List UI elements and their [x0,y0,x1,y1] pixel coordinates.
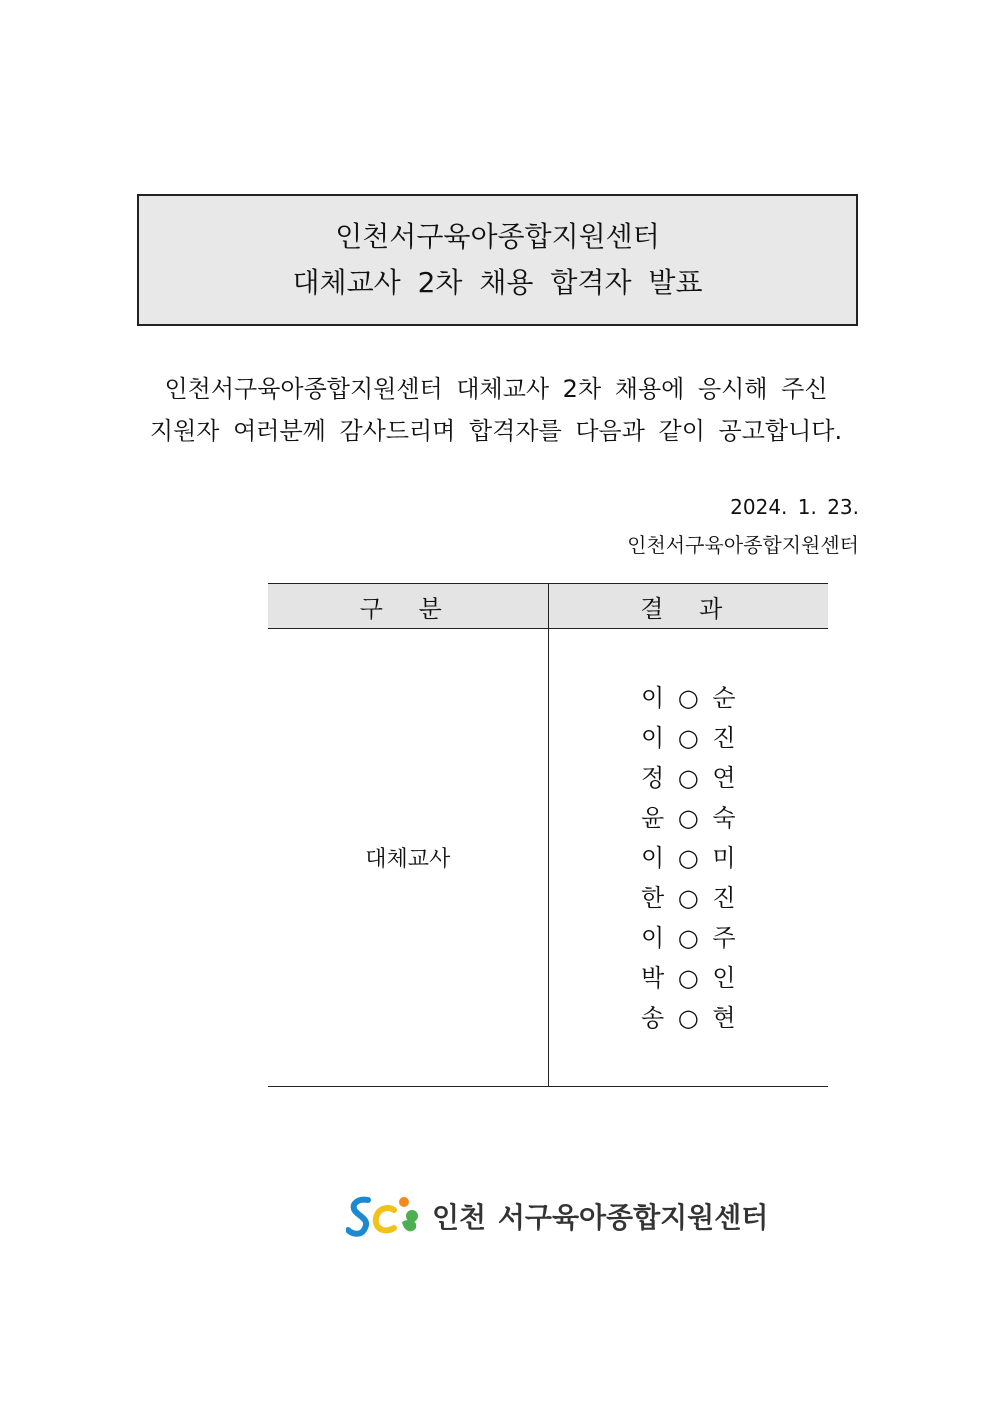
result-names-list [549,678,829,1038]
title-box [137,194,858,326]
result-name: 이 ○ 진 [640,723,736,752]
result-name: 정 ○ 연 [640,763,736,792]
title-announcement: 대체교사 2차 채용 합격자 발표 [292,266,703,299]
title-organization: 인천서구육아종합지원센터 [335,220,660,253]
result-name: 이 ○ 주 [640,923,736,952]
intro-line-2: 지원자 여러분께 감사드리며 합격자를 다음과 같이 공고합니다. [149,417,843,445]
result-name: 이 ○ 순 [640,683,736,712]
result-name: 한 ○ 진 [640,883,736,912]
results-cell [548,629,828,1087]
issuer-name: 인천서구육아종합지원센터 [627,533,859,557]
date-block [627,488,859,564]
result-name: 박 ○ 인 [640,963,736,992]
intro-paragraph [100,368,892,452]
header-category: 구 분 [268,584,548,629]
footer-logo [346,1192,768,1240]
intro-line-1: 인천서구육아종합지원센터 대체교사 2차 채용에 응시해 주신 [164,375,828,403]
result-name: 이 ○ 미 [640,843,736,872]
seogu-childcare-logo-icon [346,1192,422,1240]
announcement-date: 2024. 1. 23. [730,495,859,519]
logo-text: 인천 서구육아종합지원센터 [432,1201,769,1234]
result-name: 윤 ○ 숙 [640,803,736,832]
result-name: 송 ○ 현 [640,1003,736,1032]
category-cell: 대체교사 [268,629,548,1087]
table-row [268,629,828,1087]
table-header-row [268,584,828,629]
result-table [268,583,828,1087]
header-result: 결 과 [548,584,828,629]
